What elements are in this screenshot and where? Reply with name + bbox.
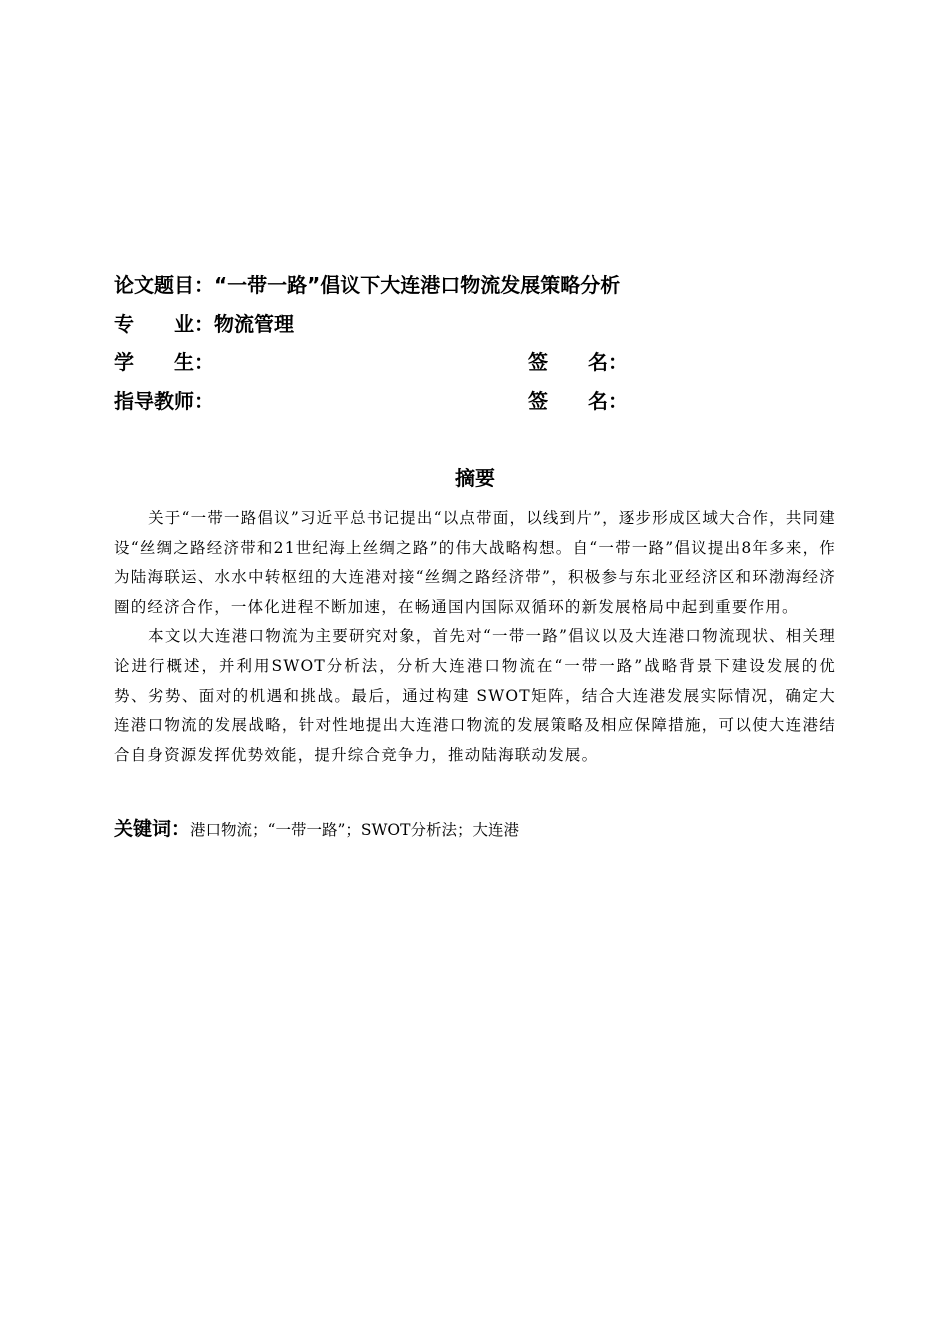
major-label: 专 业：: [114, 312, 214, 336]
abstract-paragraph-1: 关于“一带一路倡议”习近平总书记提出“以点带面，以线到片”，逐步形成区域大合作，共同建设“丝绸之路经济带和21世纪海上丝绸之路”的伟大战略构想。自“一带一路”倡议提出8年多来，作为陆海联运、水水中转枢纽的大连港对接“丝绸之路经济带”，积极参与东北亚经济区和环渤海经济圈的经济合作，一体化进程不断加速，在畅通国内国际双循环的新发展格局中起到重要作用。: [114, 509, 836, 616]
advisor-signature-label: 签 名：: [528, 389, 628, 413]
advisor-label: 指导教师：: [114, 389, 214, 413]
abstract-heading: 摘要: [455, 466, 495, 490]
keywords-value: 港口物流；“一带一路”；SWOT分析法；大连港: [190, 821, 519, 839]
thesis-title-value: “一带一路”倡议下大连港口物流发展策略分析: [214, 273, 621, 297]
keywords-row: [114, 814, 836, 845]
abstract-paragraph-2: 本文以大连港口物流为主要研究对象，首先对“一带一路”倡议以及大连港口物流现状、相关理论进行概述，并利用SWOT分析法，分析大连港口物流在“一带一路”战略背景下建设发展的优势、劣势、面对的机遇和挑战。最后，通过构建 SWOT矩阵，结合大连港发展实际情况，确定大连港口物流的发展战略，针对性地提出大连港口物流的发展策略及相应保障措施，可以使大连港结合自身资源发挥优势效能，提升综合竞争力，推动陆海联动发展。: [114, 627, 836, 764]
major-value: 物流管理: [214, 312, 294, 336]
thesis-title-label: 论文题目：: [114, 273, 214, 297]
student-label: 学 生：: [114, 350, 214, 374]
student-row: [114, 349, 844, 375]
advisor-row: [114, 388, 844, 414]
keywords-label: 关键词：: [114, 818, 191, 840]
thesis-title-row: [114, 272, 844, 298]
student-signature-label: 签 名：: [528, 350, 628, 374]
abstract-body: [114, 504, 836, 770]
major-row: [114, 311, 844, 337]
